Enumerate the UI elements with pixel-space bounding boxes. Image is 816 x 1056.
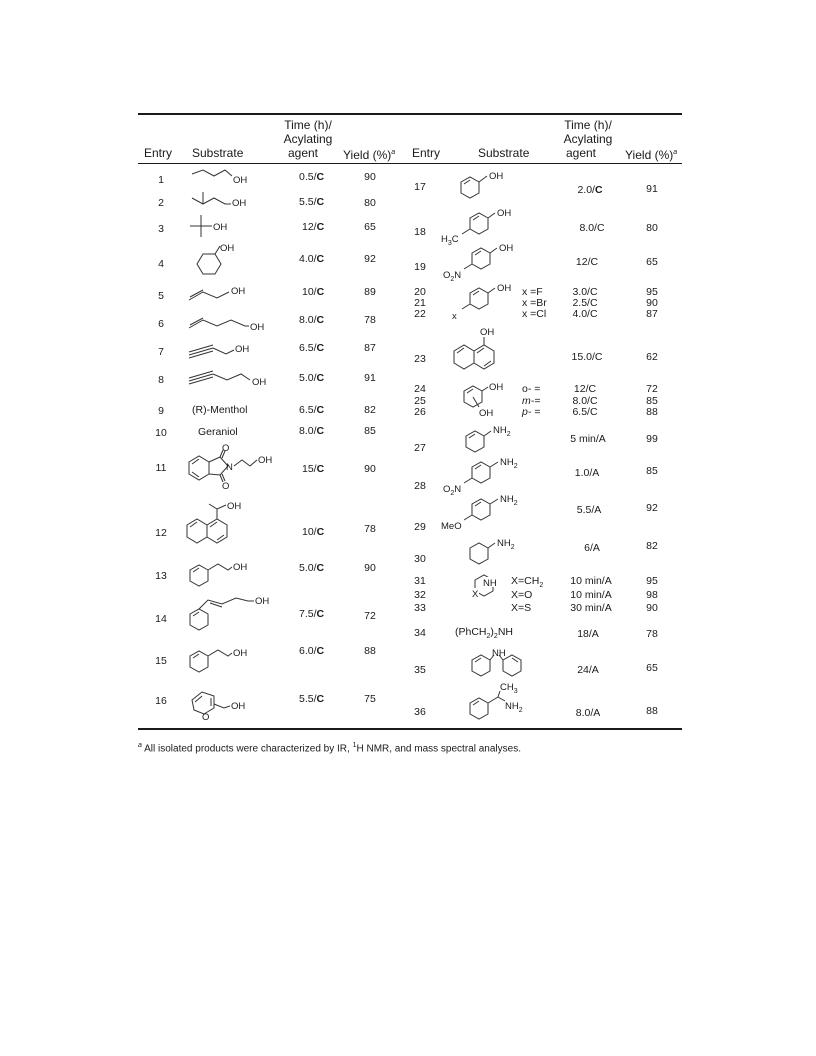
substituent-label: x =F bbox=[522, 286, 543, 298]
nh-text: NH bbox=[500, 457, 514, 468]
nh-subscript: 2 bbox=[510, 544, 515, 551]
oh-label: OH bbox=[497, 283, 512, 294]
entry-number: 36 bbox=[414, 706, 426, 718]
agent-value: C bbox=[316, 425, 325, 437]
header-time-line3-right: agent bbox=[565, 146, 597, 160]
time-value: 6.0/ bbox=[299, 645, 317, 657]
yield-value: 98 bbox=[646, 589, 658, 601]
entry-number: 22 bbox=[414, 308, 426, 320]
nh-text: NH bbox=[505, 701, 519, 712]
entry-number: 3 bbox=[158, 223, 164, 235]
entry-number: 27 bbox=[414, 442, 426, 454]
yield-value: 88 bbox=[646, 406, 658, 418]
entry-number: 4 bbox=[158, 258, 164, 270]
agent-value: C bbox=[594, 184, 603, 196]
entry-number: 28 bbox=[414, 480, 426, 492]
nh-text: NH bbox=[500, 494, 514, 505]
header-yield-sup: a bbox=[673, 149, 678, 156]
entry-number: 29 bbox=[414, 521, 426, 533]
oh-label: OH bbox=[250, 322, 265, 333]
entry-number: 26 bbox=[414, 406, 426, 418]
agent-value: C bbox=[316, 608, 325, 620]
yield-value: 91 bbox=[646, 183, 658, 195]
yield-value: 65 bbox=[646, 256, 658, 268]
time-value: 18/A bbox=[577, 628, 599, 640]
substituent-text: X=CH bbox=[511, 575, 540, 587]
time-value: 5.0/ bbox=[299, 372, 317, 384]
structure-2 bbox=[192, 192, 246, 209]
nh2-label bbox=[505, 701, 523, 714]
yield-value: 80 bbox=[364, 197, 376, 209]
nh-text: NH bbox=[497, 538, 511, 549]
time-value: 8.0/ bbox=[299, 314, 317, 326]
yield-value: 92 bbox=[646, 502, 658, 514]
entry-number: 23 bbox=[414, 353, 426, 365]
entry-number: 34 bbox=[414, 627, 426, 639]
structure-18 bbox=[441, 208, 511, 247]
structure-5 bbox=[189, 286, 245, 300]
time-value: 10 min/A bbox=[570, 589, 612, 601]
yield-value: 65 bbox=[364, 221, 376, 233]
entry-number: 16 bbox=[155, 695, 167, 707]
time-value: 6.5/ bbox=[299, 404, 317, 416]
time-value: 30 min/A bbox=[570, 602, 612, 614]
time-value: 2.0/ bbox=[577, 184, 595, 196]
nh-text: NH bbox=[493, 425, 507, 436]
oh-label: OH bbox=[258, 455, 273, 466]
structure-4 bbox=[197, 243, 234, 274]
o2n-o: O bbox=[443, 484, 451, 495]
structure-31-33 bbox=[470, 575, 497, 600]
nh-label: NH bbox=[483, 578, 497, 589]
entry-number: 31 bbox=[414, 575, 426, 587]
structure-20-22 bbox=[452, 283, 511, 322]
structure-27 bbox=[466, 425, 511, 452]
structure-35 bbox=[472, 648, 521, 676]
yield-value: 89 bbox=[364, 286, 376, 298]
time-value: 15.0/C bbox=[571, 351, 603, 363]
o2n-n: N bbox=[454, 484, 462, 495]
o2n-label bbox=[443, 270, 461, 283]
yield-value: 65 bbox=[646, 662, 658, 674]
yield-value: 78 bbox=[364, 523, 376, 535]
time-value: 8.0/C bbox=[579, 222, 605, 234]
yield-value: 87 bbox=[364, 342, 376, 354]
footnote bbox=[138, 740, 521, 755]
yield-value: 80 bbox=[646, 222, 658, 234]
substituent-label: X=O bbox=[511, 589, 533, 601]
entry-number: 30 bbox=[414, 553, 426, 565]
nh-subscript: 2 bbox=[518, 707, 523, 714]
structure-16 bbox=[192, 692, 245, 723]
structure-19 bbox=[443, 243, 513, 283]
o2n-label bbox=[443, 484, 461, 497]
entry-number: 18 bbox=[414, 226, 426, 238]
oh-label: OH bbox=[479, 408, 494, 419]
n-label: N bbox=[226, 462, 233, 473]
header-substrate-left: Substrate bbox=[192, 146, 244, 160]
substrate-name: Geraniol bbox=[198, 426, 238, 438]
yield-value: 82 bbox=[646, 540, 658, 552]
substituent-label: m-= bbox=[522, 395, 541, 407]
agent-value: C bbox=[316, 342, 325, 354]
nh-subscript: 2 bbox=[513, 463, 518, 470]
header-time-line3-left: agent bbox=[287, 146, 319, 160]
oh-label: OH bbox=[232, 198, 247, 209]
yield-value: 90 bbox=[364, 171, 376, 183]
time-value: 8.0/ bbox=[299, 425, 317, 437]
entry-number: 25 bbox=[414, 395, 426, 407]
yield-value: 87 bbox=[646, 308, 658, 320]
entry-number: 20 bbox=[414, 286, 426, 298]
yield-value: 90 bbox=[364, 463, 376, 475]
agent-value: C bbox=[316, 171, 325, 183]
nh-label: NH bbox=[492, 648, 506, 659]
time-value: 5.0/ bbox=[299, 562, 317, 574]
entry-number: 32 bbox=[414, 589, 426, 601]
time-value: 4.0/ bbox=[299, 253, 317, 265]
oh-label: OH bbox=[213, 222, 228, 233]
o-label: O bbox=[222, 443, 230, 454]
x-label: x bbox=[452, 311, 457, 322]
yield-value: 88 bbox=[646, 705, 658, 717]
oh-label: OH bbox=[220, 243, 235, 254]
time-value: 0.5/ bbox=[299, 171, 317, 183]
entry-number: 19 bbox=[414, 261, 426, 273]
time-value: 5.5/ bbox=[299, 196, 317, 208]
entry-number: 13 bbox=[155, 570, 167, 582]
structure-28 bbox=[443, 457, 518, 497]
agent-value: C bbox=[316, 196, 325, 208]
entry-number: 35 bbox=[414, 664, 426, 676]
time-value: 12/C bbox=[573, 383, 597, 395]
yield-value: 90 bbox=[364, 562, 376, 574]
entry-number: 24 bbox=[414, 383, 426, 395]
structure-12 bbox=[187, 501, 241, 543]
entry-number: 5 bbox=[158, 290, 164, 302]
header-time-line2-left: Acylating bbox=[283, 132, 333, 146]
time-value: 12/C bbox=[575, 256, 599, 268]
yield-value: 85 bbox=[646, 465, 658, 477]
time-value: 2.5/C bbox=[572, 297, 598, 309]
oh-label: OH bbox=[489, 382, 504, 393]
entry-number: 10 bbox=[155, 427, 167, 439]
oh-label: OH bbox=[231, 701, 246, 712]
oh-label: OH bbox=[499, 243, 514, 254]
entry-number: 11 bbox=[155, 462, 167, 474]
time-value: 6.5/C bbox=[572, 406, 598, 418]
structure-11 bbox=[189, 443, 272, 492]
time-value: 3.0/C bbox=[572, 286, 598, 298]
agent-value: C bbox=[316, 463, 325, 475]
entry-number: 33 bbox=[414, 602, 426, 614]
entry-number: 15 bbox=[155, 655, 167, 667]
agent-value: C bbox=[316, 314, 325, 326]
yield-value: 85 bbox=[646, 395, 658, 407]
time-value: 10 min/A bbox=[570, 575, 612, 587]
agent-value: C bbox=[316, 526, 325, 538]
h3c-h: H bbox=[441, 234, 448, 245]
oh-label: OH bbox=[233, 175, 248, 186]
structure-14 bbox=[190, 596, 269, 630]
o-label: O bbox=[222, 481, 230, 492]
time-value: 10/ bbox=[302, 286, 317, 298]
formula-part: NH bbox=[497, 626, 513, 638]
agent-value: C bbox=[316, 645, 325, 657]
yield-value: 62 bbox=[646, 351, 658, 363]
nh-subscript: 2 bbox=[513, 500, 518, 507]
oh-label: OH bbox=[233, 648, 248, 659]
o2n-2: 2 bbox=[450, 276, 455, 283]
entry-number: 14 bbox=[155, 613, 167, 625]
footnote-text-after: H NMR, and mass spectral analyses. bbox=[356, 743, 521, 755]
structure-3 bbox=[190, 215, 227, 237]
header-time-line1-left: Time (h)/ bbox=[284, 118, 332, 132]
time-value: 8.0/C bbox=[572, 395, 598, 407]
yield-value: 95 bbox=[646, 286, 658, 298]
substituent-subscript: 2 bbox=[539, 582, 544, 590]
yield-value: 95 bbox=[646, 575, 658, 587]
entry-number: 17 bbox=[414, 181, 426, 193]
structure-13 bbox=[190, 562, 247, 586]
oh-label: OH bbox=[233, 562, 248, 573]
nh2-label bbox=[493, 425, 511, 438]
o-label: O bbox=[202, 712, 210, 723]
agent-value: C bbox=[316, 562, 325, 574]
entry-number: 1 bbox=[158, 174, 164, 186]
agent-value: C bbox=[316, 286, 325, 298]
agent-value: C bbox=[316, 693, 325, 705]
header-yield-text: Yield (%) bbox=[343, 148, 392, 162]
oh-label: OH bbox=[480, 327, 495, 338]
oh-label: OH bbox=[255, 596, 270, 607]
substituent-label: X=S bbox=[511, 602, 532, 614]
entry-number: 9 bbox=[158, 405, 164, 417]
h3c-3: 3 bbox=[447, 240, 452, 247]
agent-value: C bbox=[316, 253, 325, 265]
footnote-mark: a bbox=[138, 742, 142, 749]
yield-value: 90 bbox=[646, 602, 658, 614]
time-value: 1.0/A bbox=[574, 467, 600, 479]
oh-label: OH bbox=[497, 208, 512, 219]
time-value: 5 min/A bbox=[570, 433, 606, 445]
substituent-label: o- = bbox=[522, 383, 541, 395]
structure-1 bbox=[192, 170, 247, 186]
time-value: 4.0/C bbox=[572, 308, 598, 320]
oh-label: OH bbox=[231, 286, 246, 297]
time-value: 6/A bbox=[584, 542, 600, 554]
o2n-n: N bbox=[454, 270, 462, 281]
substituent-label: p- = bbox=[522, 406, 541, 418]
structure-7 bbox=[189, 344, 249, 358]
substrate-name: (R)-Menthol bbox=[192, 404, 248, 416]
substituent-label: x =Br bbox=[522, 297, 547, 309]
ch3-label bbox=[500, 682, 518, 695]
substituent-label: x =Cl bbox=[522, 308, 547, 320]
time-value: 15/ bbox=[302, 463, 317, 475]
ch-text: CH bbox=[500, 682, 514, 693]
time-value: 5.5/ bbox=[299, 693, 317, 705]
yield-value: 75 bbox=[364, 693, 376, 705]
yield-value: 85 bbox=[364, 425, 376, 437]
entry-number: 8 bbox=[158, 374, 164, 386]
structure-29 bbox=[441, 494, 518, 532]
time-value: 8.0/A bbox=[575, 707, 601, 719]
h3c-c: C bbox=[451, 234, 459, 245]
formula-subscript: 2 bbox=[486, 633, 491, 641]
yield-value: 78 bbox=[646, 628, 658, 640]
structure-30 bbox=[470, 538, 515, 564]
agent-value: C bbox=[316, 404, 325, 416]
yield-value: 88 bbox=[364, 645, 376, 657]
nh2-label bbox=[500, 457, 518, 470]
yield-value: 82 bbox=[364, 404, 376, 416]
yield-value: 72 bbox=[364, 610, 376, 622]
o2n-2: 2 bbox=[450, 490, 455, 497]
yield-value: 78 bbox=[364, 314, 376, 326]
structure-24-26 bbox=[464, 382, 503, 419]
oh-label: OH bbox=[227, 501, 242, 512]
oh-label: OH bbox=[252, 377, 267, 388]
formula-part: ) bbox=[490, 626, 494, 638]
header-substrate-right: Substrate bbox=[478, 146, 530, 160]
entry-number: 12 bbox=[155, 527, 167, 539]
formula-subscript: 2 bbox=[493, 633, 498, 641]
structure-36 bbox=[470, 682, 523, 719]
yield-value: 91 bbox=[364, 372, 376, 384]
time-value: 12/ bbox=[302, 221, 317, 233]
ch-subscript: 3 bbox=[513, 688, 518, 695]
footnote-text-before: All isolated products were characterized by IR, bbox=[141, 743, 353, 755]
oh-label: OH bbox=[489, 171, 504, 182]
header-yield-text: Yield (%) bbox=[625, 148, 674, 162]
time-value: 5.5/A bbox=[576, 504, 602, 516]
entry-number: 21 bbox=[414, 297, 426, 309]
structure-8 bbox=[189, 371, 266, 388]
structure-23 bbox=[454, 327, 494, 369]
yield-value: 90 bbox=[646, 297, 658, 309]
time-value: 7.5/ bbox=[299, 608, 317, 620]
nh2-label bbox=[497, 538, 515, 551]
o2n-o: O bbox=[443, 270, 451, 281]
time-value: 6.5/ bbox=[299, 342, 317, 354]
header-time-line2-right: Acylating bbox=[563, 132, 613, 146]
nh-subscript: 2 bbox=[506, 431, 511, 438]
yield-value: 72 bbox=[646, 383, 658, 395]
h3c-label bbox=[441, 234, 459, 247]
header-yield-sup: a bbox=[391, 149, 396, 156]
entry-number: 7 bbox=[158, 346, 164, 358]
meo-label: MeO bbox=[441, 521, 462, 532]
structure-17 bbox=[461, 171, 503, 198]
x-label: X bbox=[472, 589, 479, 600]
header-time-line1-right: Time (h)/ bbox=[564, 118, 612, 132]
yield-value: 99 bbox=[646, 433, 658, 445]
time-value: 24/A bbox=[577, 664, 599, 676]
entry-number: 6 bbox=[158, 318, 164, 330]
entry-number: 2 bbox=[158, 197, 164, 209]
nh2-label bbox=[500, 494, 518, 507]
agent-value: C bbox=[316, 372, 325, 384]
footnote-nmr-sup: 1 bbox=[352, 742, 357, 749]
agent-value: C bbox=[316, 221, 325, 233]
header-entry-right: Entry bbox=[412, 146, 441, 160]
structure-15 bbox=[190, 648, 247, 672]
time-value: 10/ bbox=[302, 526, 317, 538]
yield-value: 92 bbox=[364, 253, 376, 265]
header-entry-left: Entry bbox=[144, 146, 173, 160]
formula-part: (PhCH bbox=[455, 626, 487, 638]
oh-label: OH bbox=[235, 344, 250, 355]
structure-6 bbox=[189, 318, 264, 333]
